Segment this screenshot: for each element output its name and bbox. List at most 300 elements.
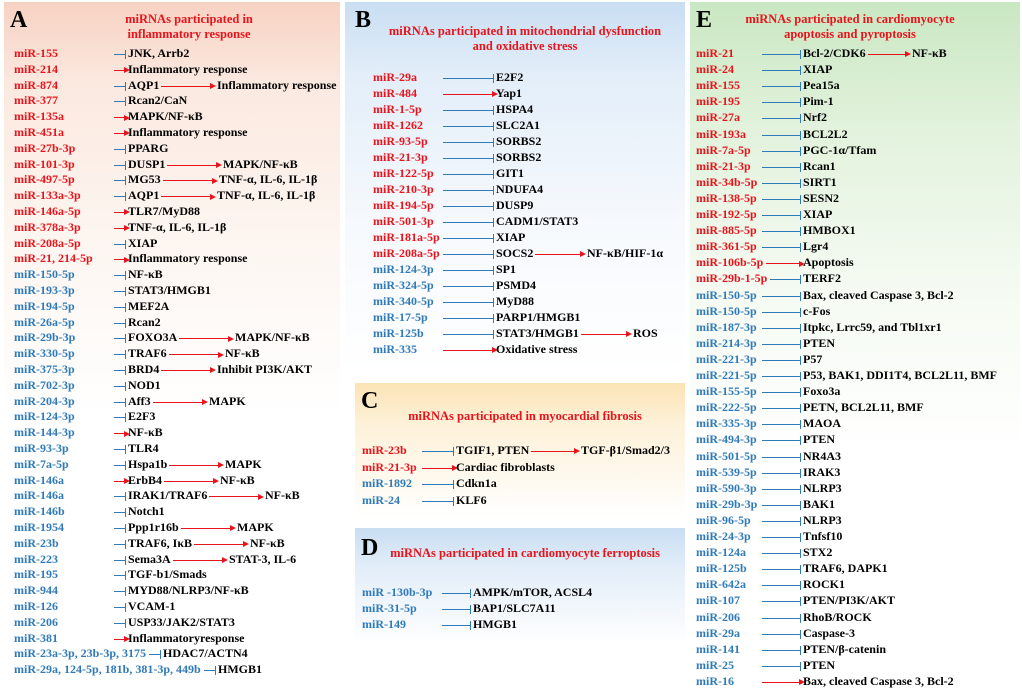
downstream-label: Inhibit PI3K/AKT [217, 362, 313, 376]
activation-arrow [114, 481, 125, 482]
target-label: MYD88/NLRP3/NF-κB [128, 583, 249, 598]
mirna-name: miR-335 [373, 342, 417, 356]
target-label: AQP1 [128, 77, 160, 92]
mirna-name: miR-539-5p [696, 464, 757, 479]
target-label: PTEN/PI3K/AKT [803, 593, 896, 608]
inhibition-line [443, 126, 493, 127]
downstream-label: MAPK [209, 393, 246, 408]
inhibition-line [762, 585, 800, 586]
inhibition-line [762, 70, 800, 71]
inhibition-line [114, 244, 125, 245]
inhibition-line [114, 149, 125, 150]
target-label: TLR7/MyD88 [128, 204, 200, 218]
target-label: BAP1/SLC7A11 [473, 601, 556, 615]
target-label: PSMD4 [496, 278, 536, 292]
inhibition-line [762, 650, 800, 651]
target-label: Cdkn1a [456, 476, 497, 490]
mirna-name: miR-1892 [362, 476, 412, 490]
mirna-name: miR-208a-5p [14, 235, 81, 250]
target-label: c-Fos [803, 303, 831, 318]
mirna-name: miR-107 [696, 593, 740, 608]
target-label: PETN, BCL2L11, BMF [803, 400, 924, 415]
downstream-label: TNF-α, IL-6, IL-1β [217, 188, 316, 203]
mirna-name: miR-150-5p [696, 303, 757, 318]
target-label: Bcl-2/CDK6 [803, 46, 866, 60]
mirna-name: miR-194-5p [14, 298, 75, 313]
inhibition-line [762, 457, 800, 458]
activation-arrow [114, 259, 125, 260]
inhibition-line [443, 318, 493, 319]
mirna-name: miR-195 [696, 94, 740, 109]
inhibition-line [762, 569, 800, 570]
inhibition-line [762, 505, 800, 506]
target-label: SLC2A1 [496, 118, 541, 132]
inhibition-line [762, 215, 800, 216]
mirna-name: miR-29b-3p [14, 330, 76, 345]
target-label: PPARG [128, 140, 169, 155]
target-label: HDAC7/ACTN4 [163, 646, 248, 661]
target-label: GIT1 [496, 166, 525, 180]
inhibition-line [114, 512, 125, 513]
downstream-label: ROS [633, 326, 658, 340]
mirna-name: miR-1262 [373, 118, 423, 132]
mirna-name: miR-361-5p [696, 239, 757, 254]
activation-arrow [422, 468, 453, 469]
mirna-name: miR-150-5p [696, 287, 757, 302]
target-label: PTEN [803, 335, 836, 350]
mirna-name: miR-133a-3p [14, 188, 81, 203]
inhibition-line [762, 440, 800, 441]
activation-arrow [169, 465, 219, 466]
target-label: XIAP [496, 230, 526, 244]
inhibition-line [114, 496, 125, 497]
inhibition-line [443, 78, 493, 79]
mirna-name: miR-135a [14, 109, 64, 124]
inhibition-line [114, 354, 125, 355]
mirna-name: miR-335-3p [696, 416, 757, 431]
inhibition-line [422, 484, 453, 485]
panel-label: E [696, 7, 713, 33]
target-label: Inflammatoryresponse [128, 630, 245, 645]
mirna-name: miR-484 [373, 86, 417, 100]
mirna-name: miR-146a [14, 488, 64, 503]
inhibition-line [762, 167, 800, 168]
target-label: Inflammatory response [128, 251, 248, 266]
target-label: NLRP3 [803, 512, 842, 527]
target-label: IRAK1/TRAF6 [128, 488, 208, 503]
mirna-name: miR-501-5p [696, 448, 757, 463]
mirna-name: miR-126 [14, 599, 58, 613]
activation-arrow [173, 560, 223, 561]
mirna-name: miR-146a [14, 472, 64, 487]
activation-arrow [535, 254, 581, 255]
target-label: Notch1 [128, 504, 165, 519]
mirna-name: miR-1-5p [373, 102, 422, 116]
inhibition-line [114, 465, 125, 466]
inhibition-line [422, 501, 453, 502]
target-label: VCAM-1 [128, 599, 176, 613]
target-label: Rcan1 [803, 158, 836, 173]
mirna-name: miR-206 [696, 609, 740, 624]
mirna-name: miR-214-3p [696, 335, 757, 350]
target-label: STAT3/HMGB1 [128, 283, 211, 297]
activation-arrow [443, 350, 493, 351]
target-label: SIRT1 [803, 174, 837, 189]
inhibition-line [114, 86, 125, 87]
mirna-name: miR-7a-5p [14, 456, 69, 471]
target-label: Rcan2 [128, 314, 161, 329]
mirna-name: miR-222-5p [696, 400, 757, 415]
inhibition-line [149, 654, 160, 655]
target-label: NF-κB [128, 267, 163, 282]
mirna-name: miR-146b [14, 504, 65, 519]
target-label: PTEN [803, 432, 836, 447]
target-label: NLRP3 [803, 480, 842, 495]
target-label: Lgr4 [803, 239, 829, 254]
target-label: MAPK/NF-κB [128, 109, 203, 124]
activation-arrow [114, 228, 125, 229]
mirna-name: miR-206 [14, 614, 58, 629]
mirna-name: miR-375-3p [14, 362, 75, 376]
target-label: STX2 [803, 545, 833, 560]
inhibition-line [762, 601, 800, 602]
downstream-label: NF-κB/HIF-1α [587, 246, 664, 260]
mirna-name: miR-181a-5p [373, 230, 440, 244]
panel-title: miRNAs participated in inflammatory response [125, 12, 253, 41]
inhibition-line [114, 623, 125, 624]
target-label: TGF-b1/Smads [128, 567, 207, 582]
target-label: Foxo3a [803, 384, 841, 399]
inhibition-line [443, 222, 493, 223]
panel-apoptosis-pyroptosis [690, 2, 1020, 693]
target-label: XIAP [803, 62, 833, 77]
inhibition-line [762, 360, 800, 361]
target-label: Rcan2/CaN [128, 93, 188, 108]
inhibition-line [762, 537, 800, 538]
target-label: PTEN [803, 657, 836, 672]
inhibition-line [114, 165, 125, 166]
downstream-label: TGF-β1/Smad2/3 [581, 443, 670, 457]
mirna-name: miR-210-3p [373, 182, 434, 196]
target-label: AQP1 [128, 188, 160, 203]
inhibition-line [762, 489, 800, 490]
mirna-name: miR-324-5p [373, 278, 434, 292]
inhibition-line [762, 666, 800, 667]
inhibition-line [762, 183, 800, 184]
inhibition-line [443, 334, 493, 335]
mirna-name: miR-21, 214-5p [14, 251, 93, 266]
mirna-name: miR-193a [696, 126, 746, 141]
target-label: Ppp1r16b [128, 520, 179, 534]
target-label: NOD1 [128, 377, 161, 392]
inhibition-line [762, 392, 800, 393]
mirna-name: miR-340-5p [373, 294, 434, 308]
target-label: MyD88 [496, 294, 534, 308]
downstream-label: NF-κB [912, 46, 947, 60]
target-label: Bax, cleaved Caspase 3, Bcl-2 [803, 673, 954, 688]
target-label: TGIF1, PTEN [456, 443, 530, 457]
inhibition-line [114, 323, 125, 324]
inhibition-line [762, 86, 800, 87]
mirna-name: miR-138-5p [696, 190, 757, 205]
inhibition-line [443, 158, 493, 159]
inhibition-line [762, 54, 800, 55]
inhibition-line [762, 618, 800, 619]
target-label: CADM1/STAT3 [496, 214, 579, 228]
downstream-label: MAPK [225, 456, 262, 471]
target-label: ErbB4 [128, 472, 163, 487]
target-label: Caspase-3 [803, 625, 856, 640]
target-label: KLF6 [456, 492, 487, 507]
target-label: P53, BAK1, DDI1T4, BCL2L11, BMF [803, 368, 998, 382]
mirna-name: miR-590-3p [696, 480, 757, 495]
mirna-name: miR-155 [14, 46, 58, 60]
inhibition-line [114, 544, 125, 545]
target-label: Aff3 [128, 393, 151, 408]
mirna-name: miR-29a [696, 625, 740, 640]
inhibition-line [762, 634, 800, 635]
inhibition-line [114, 338, 125, 339]
inhibition-line [762, 247, 800, 248]
panel-mitochondrial-dysfunction [345, 2, 685, 373]
inhibition-line [762, 199, 800, 200]
mirna-name: miR-21 [696, 46, 734, 60]
mirna-name: miR-101-3p [14, 156, 75, 171]
mirna-name: miR-23a-3p, 23b-3p, 3175 [14, 646, 147, 661]
inhibition-line [762, 151, 800, 152]
inhibition-line [443, 206, 493, 207]
inhibition-line [114, 591, 125, 592]
target-label: BCL2L2 [803, 126, 848, 141]
inhibition-line [114, 402, 125, 403]
mirna-name: miR-885-5p [696, 223, 757, 238]
target-label: NF-κB [128, 425, 163, 440]
target-label: Cardiac fibroblasts [456, 459, 555, 474]
target-label: PTEN/β-catenin [803, 641, 886, 656]
activation-arrow [531, 451, 575, 452]
inhibition-line [114, 180, 125, 181]
target-label: Hspa1b [128, 456, 168, 471]
target-label: Nrf2 [803, 110, 827, 125]
panel-inflammatory-response [4, 2, 340, 693]
downstream-label: MAPK/NF-κB [223, 156, 298, 171]
target-label: Yap1 [496, 86, 523, 100]
inhibition-line [443, 174, 493, 175]
inhibition-line [114, 449, 125, 450]
inhibition-line [204, 670, 215, 671]
mirna-name: miR-26a-5p [14, 314, 75, 329]
inhibition-line [770, 279, 800, 280]
inhibition-line [762, 231, 800, 232]
downstream-label: Inflammatory response [217, 77, 337, 92]
target-label: SORBS2 [496, 134, 542, 148]
mirna-name: miR-25 [696, 657, 734, 672]
inhibition-line [762, 296, 800, 297]
mirna-name: miR-377 [14, 93, 58, 108]
activation-arrow [169, 354, 219, 355]
downstream-label: NF-κB [265, 488, 300, 503]
target-label: DUSP9 [496, 198, 534, 212]
inhibition-line [762, 473, 800, 474]
panel-label: D [361, 535, 379, 561]
inhibition-line [114, 560, 125, 561]
inhibition-line [762, 312, 800, 313]
inhibition-line [422, 451, 453, 452]
target-label: P57 [803, 351, 823, 366]
mirna-name: miR-195 [14, 567, 58, 582]
panel-title: miRNAs participated in myocardial fibrosis [408, 409, 642, 423]
panel-myocardial-fibrosis [355, 383, 685, 518]
target-label: HMBOX1 [803, 223, 856, 238]
target-label: Pea15a [803, 78, 840, 93]
mirna-name: miR-124a [696, 545, 746, 560]
inhibition-line [762, 408, 800, 409]
inhibition-line [114, 386, 125, 387]
mirna-name: miR-29b-3p [696, 496, 758, 511]
target-label: Bax, cleaved Caspase 3, Bcl-2 [803, 287, 954, 302]
mirna-name: miR-155 [696, 78, 740, 93]
mirna-name: miR-125b [696, 561, 747, 576]
mirna-name: miR-122-5p [373, 166, 434, 180]
activation-arrow [167, 165, 217, 166]
activation-arrow [114, 117, 125, 118]
target-label: SESN2 [803, 190, 840, 205]
target-label: Inflammatory response [128, 125, 248, 139]
target-label: TERF2 [803, 271, 842, 286]
target-label: FOXO3A [128, 330, 178, 345]
target-label: HMGB1 [473, 617, 517, 631]
inhibition-line [762, 135, 800, 136]
target-label: SP1 [496, 262, 517, 276]
target-label: MG53 [128, 172, 161, 187]
mirna-name: miR-497-5p [14, 172, 75, 187]
target-label: PGC-1α/Tfam [803, 142, 877, 157]
target-label: Oxidative stress [496, 342, 578, 356]
mirna-name: miR-21-3p [362, 459, 417, 474]
mirna-name: miR-208a-5p [373, 246, 440, 260]
downstream-label: TNF-α, IL-6, IL-1β [219, 172, 318, 187]
inhibition-line [114, 54, 125, 55]
mirna-name: miR -130b-3p [362, 585, 433, 599]
target-label: SORBS2 [496, 150, 542, 164]
inhibition-line [762, 521, 800, 522]
target-label: XIAP [803, 207, 833, 221]
activation-arrow [161, 370, 211, 371]
panel-cardiomyocyte-ferroptosis [355, 528, 685, 693]
target-label: Pim-1 [803, 94, 834, 109]
inhibition-line [114, 607, 125, 608]
target-label: HMGB1 [218, 662, 262, 677]
target-label: STAT3/HMGB1 [496, 326, 579, 340]
inhibition-line [442, 593, 470, 594]
mirna-name: miR-141 [696, 641, 740, 656]
mirna-name: miR-221-5p [696, 368, 757, 382]
target-label: SOCS2 [496, 246, 534, 260]
mirna-name: miR-1954 [14, 520, 64, 534]
activation-arrow [161, 196, 211, 197]
panel-label: B [355, 7, 372, 33]
inhibition-line [442, 625, 470, 626]
target-label: Itpkc, Lrrc59, and Tbl1xr1 [803, 319, 942, 334]
target-label: Sema3A [128, 551, 171, 566]
inhibition-line [443, 254, 493, 255]
mirna-name: miR-24-3p [696, 529, 751, 543]
activation-arrow [762, 682, 800, 683]
panel-label: A [10, 7, 28, 33]
target-label: PARP1/HMGB1 [496, 310, 581, 324]
inhibition-line [762, 102, 800, 103]
mirna-name: miR-221-3p [696, 351, 757, 366]
mirna-name: miR-194-5p [373, 198, 434, 212]
mirna-name: miR-155-5p [696, 384, 757, 399]
downstream-label: NF-κB [220, 472, 255, 487]
inhibition-line [114, 417, 125, 418]
mirna-name: miR-124-3p [373, 262, 434, 276]
mirna-name: miR-494-3p [696, 432, 757, 447]
mirna-name: miR-223 [14, 551, 58, 566]
target-label: E2F3 [128, 409, 156, 424]
downstream-label: STAT-3, IL-6 [229, 551, 297, 566]
target-label: DUSP1 [128, 156, 166, 171]
mirna-name: miR-29b-1-5p [696, 271, 768, 286]
inhibition-line [114, 275, 125, 276]
activation-arrow [114, 70, 125, 71]
mirna-name: miR-451a [14, 125, 64, 139]
activation-arrow [179, 338, 229, 339]
target-label: TRAF6 [128, 346, 167, 361]
target-label: BAK1 [803, 496, 836, 511]
target-label: IRAK3 [803, 464, 841, 479]
target-label: TRAF6, IκB [128, 535, 193, 550]
mirna-name: miR-96-5p [696, 512, 751, 527]
activation-arrow [443, 94, 493, 95]
activation-arrow [164, 481, 214, 482]
mirna-name: miR-944 [14, 583, 58, 598]
target-label: TRAF6, DAPK1 [803, 561, 888, 576]
activation-arrow [194, 544, 244, 545]
target-label: E2F2 [496, 70, 524, 84]
mirna-name: miR-187-3p [696, 319, 757, 334]
mirna-name: miR-144-3p [14, 425, 75, 440]
activation-arrow [114, 133, 125, 134]
mirna-name: miR-31-5p [362, 601, 417, 615]
mirna-name: miR-23b [14, 535, 59, 550]
mirna-name: miR-702-3p [14, 377, 75, 392]
mirna-name: miR-17-5p [373, 310, 428, 324]
mirna-name: miR-93-3p [14, 441, 69, 455]
activation-arrow [163, 180, 213, 181]
mirna-name: miR-150-5p [14, 267, 75, 282]
target-label: AMPK/mTOR, ACSL4 [473, 585, 593, 599]
mirna-name: miR-23b [362, 443, 407, 457]
target-label: ROCK1 [803, 577, 845, 592]
inhibition-line [114, 307, 125, 308]
target-label: RhoB/ROCK [803, 609, 872, 624]
mirna-name: miR-214 [14, 61, 58, 76]
inhibition-line [762, 344, 800, 345]
activation-arrow [153, 402, 203, 403]
inhibition-line [114, 101, 125, 102]
activation-arrow [209, 496, 259, 497]
target-label: XIAP [128, 235, 158, 250]
mirna-name: miR-192-5p [696, 207, 757, 221]
inhibition-line [762, 118, 800, 119]
inhibition-line [443, 302, 493, 303]
target-label: USP33/JAK2/STAT3 [128, 614, 235, 629]
mirna-name: miR-330-5p [14, 346, 75, 361]
mirna-name: miR-204-3p [14, 393, 75, 408]
panel-title: miRNAs participated in mitochondrial dysfunction and oxidative stress [388, 24, 662, 53]
